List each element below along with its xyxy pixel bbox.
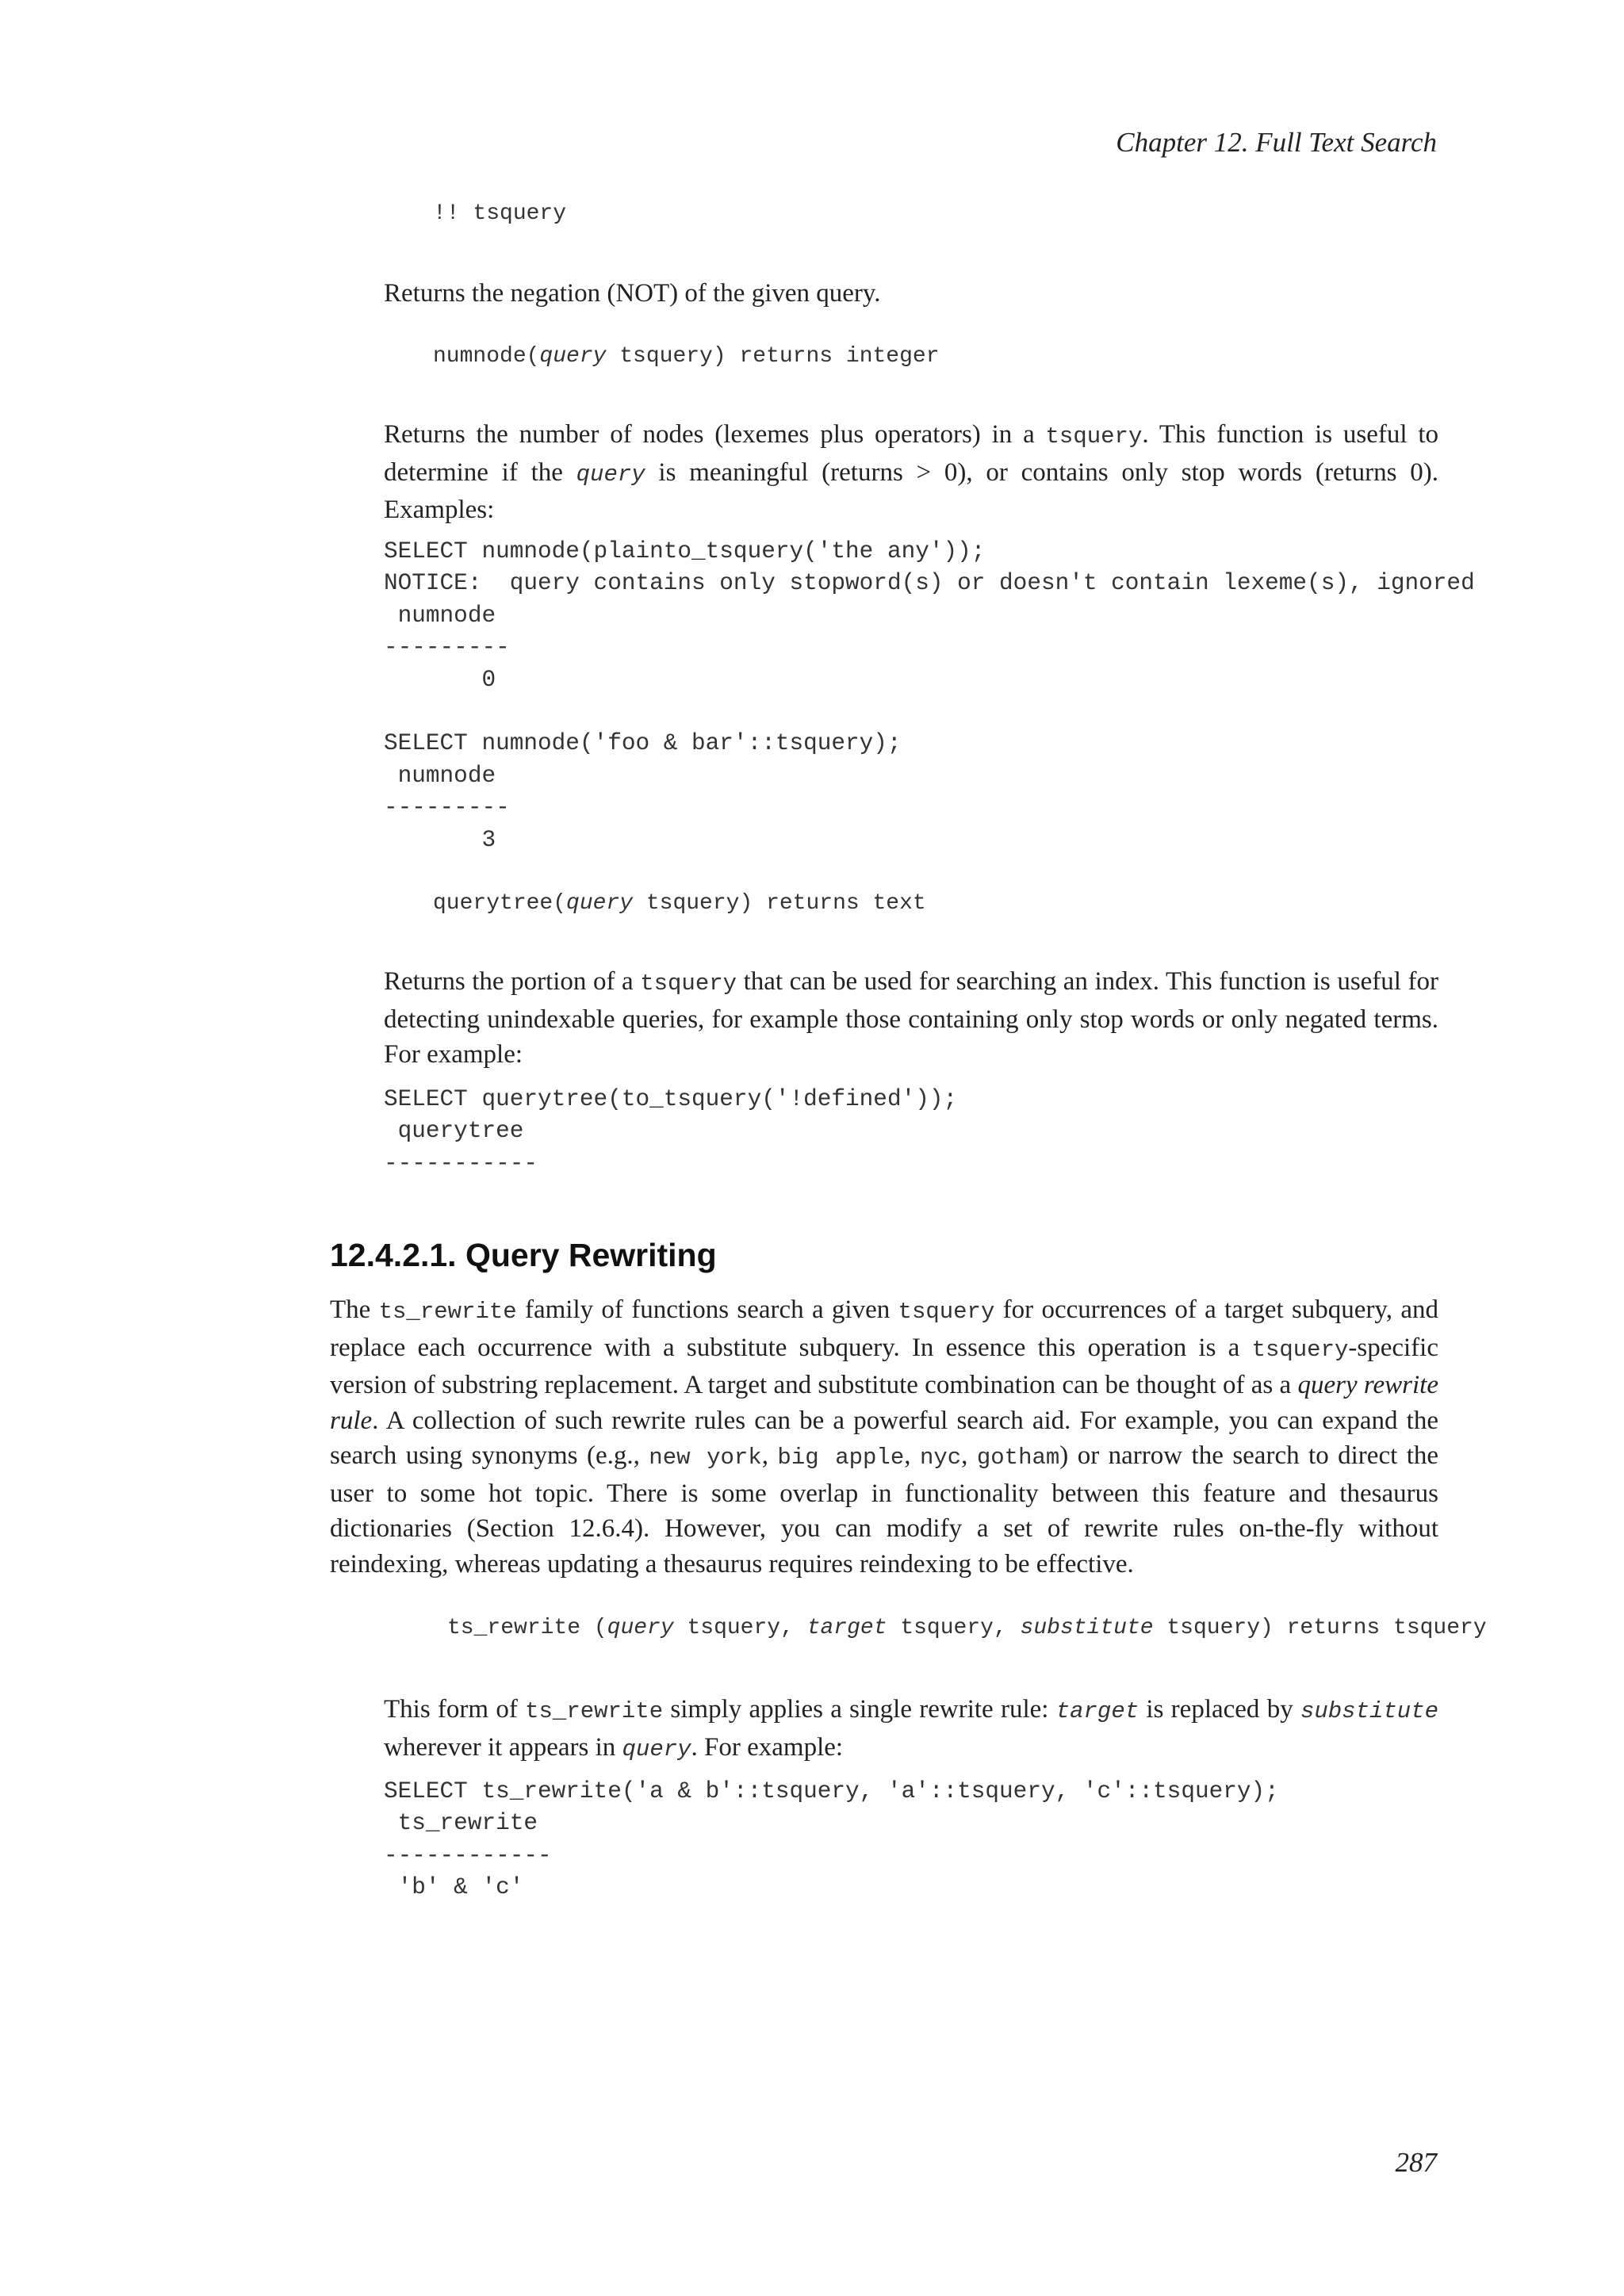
sig-arg: substitute (1020, 1616, 1154, 1640)
section-paragraph (330, 1292, 1438, 1582)
text-run: that can be used for searching an index. This function is useful for detecting unindexable queries, for example those containing only stop words or only negated terms. For example: (384, 967, 1438, 1069)
sig-rest: tsquery, (887, 1616, 1021, 1640)
text-run: , (761, 1441, 778, 1470)
text-run: for occurrences of a target subquery, and replace each occurrence with a substitute subquery. In essence this operation is a (330, 1295, 1438, 1362)
inline-code: big apple (777, 1445, 905, 1471)
emphasis: query rewrite rule (330, 1371, 1438, 1435)
sig-rest: tsquery) returns tsquery (1153, 1616, 1487, 1640)
inline-code: ts_rewrite (378, 1299, 517, 1325)
page-number: 287 (1395, 2147, 1437, 2178)
sig-fn: querytree( (433, 891, 567, 916)
text-run: family of functions search a given (516, 1295, 898, 1324)
sig-arg: query (607, 1616, 674, 1640)
signature-querytree (433, 891, 926, 916)
code-example-querytree: SELECT querytree(to_tsquery('!defined')); querytree ----------- (384, 1086, 958, 1177)
description-not: Returns the negation (NOT) of the given query. (384, 279, 881, 308)
description-querytree (384, 964, 1438, 1073)
description-numnode (384, 417, 1438, 528)
sig-arg: query (566, 891, 634, 916)
inline-code: gotham (976, 1445, 1060, 1471)
inline-code: nyc (919, 1445, 962, 1471)
inline-code: tsquery (1251, 1336, 1349, 1363)
sig-arg: target (806, 1616, 887, 1640)
text-run: This form of (384, 1695, 526, 1724)
description-ts-rewrite (384, 1692, 1438, 1767)
text-run: . This function is useful to determine if the (384, 420, 1439, 487)
inline-code-param: query (576, 461, 645, 488)
sig-rest: tsquery) returns integer (606, 344, 940, 369)
inline-code-param: substitute (1300, 1698, 1438, 1724)
inline-code: new york (649, 1445, 762, 1471)
running-head: Chapter 12. Full Text Search (1116, 127, 1437, 158)
signature-not-operator: !! tsquery (433, 201, 567, 226)
text-run: Returns the portion of a (384, 967, 641, 996)
inline-code-param: query (622, 1735, 691, 1762)
sig-arg: query (539, 344, 607, 369)
signature-numnode (433, 344, 940, 369)
inline-code-param: target (1055, 1698, 1139, 1724)
text-run: is replaced by (1139, 1695, 1300, 1724)
inline-code: tsquery (640, 970, 737, 997)
text-run: -specific version of substring replacement. A target and substitute combination can be thought of as a (330, 1333, 1438, 1399)
inline-code: ts_rewrite (525, 1698, 664, 1724)
section-heading: 12.4.2.1. Query Rewriting (330, 1237, 717, 1273)
text-run: The (330, 1295, 379, 1324)
text-run: ) or narrow the search to direct the user to some hot topic. There is some overlap in functionality between this feature and thesaurus dictionaries (Section 12.6.4). However, you can modify a set of rewrite rules on-the-fly without reindexing, whereas updating a thesaurus requires reindexing to be effective. (330, 1441, 1439, 1578)
text-run: wherever it appears in (384, 1732, 622, 1762)
sig-rest: tsquery) returns text (633, 891, 926, 916)
signature-ts-rewrite (447, 1616, 1487, 1640)
text-run: . A collection of such rewrite rules can be a powerful search aid. For example, you can expand the search using synonyms (e.g., (330, 1406, 1438, 1470)
text-run: . For example: (691, 1732, 844, 1762)
sig-rest: tsquery, (673, 1616, 807, 1640)
inline-code: tsquery (898, 1299, 995, 1325)
text-run: simply applies a single rewrite rule: (663, 1695, 1056, 1724)
text-run: is meaningful (returns > 0), or contains only stop words (returns 0). Examples: (384, 457, 1438, 524)
inline-code: tsquery (1045, 423, 1143, 450)
sig-fn: numnode( (433, 344, 540, 369)
code-example-numnode: SELECT numnode(plainto_tsquery('the any')); NOTICE: query contains only stopword(s) or doesn't contain lexeme(s), ignored numnode --------- 0 SELECT numnode('foo & bar'::tsquery); numnode --------- 3 (384, 538, 1475, 853)
code-example-ts-rewrite: SELECT ts_rewrite('a & b'::tsquery, 'a'::tsquery, 'c'::tsquery); ts_rewrite ------------ 'b' & 'c' (384, 1778, 1279, 1901)
text-run: , (904, 1441, 920, 1470)
text-run: Returns the number of nodes (lexemes plus operators) in a (384, 420, 1046, 449)
sig-fn: ts_rewrite ( (447, 1616, 607, 1640)
text-run: , (961, 1441, 977, 1470)
